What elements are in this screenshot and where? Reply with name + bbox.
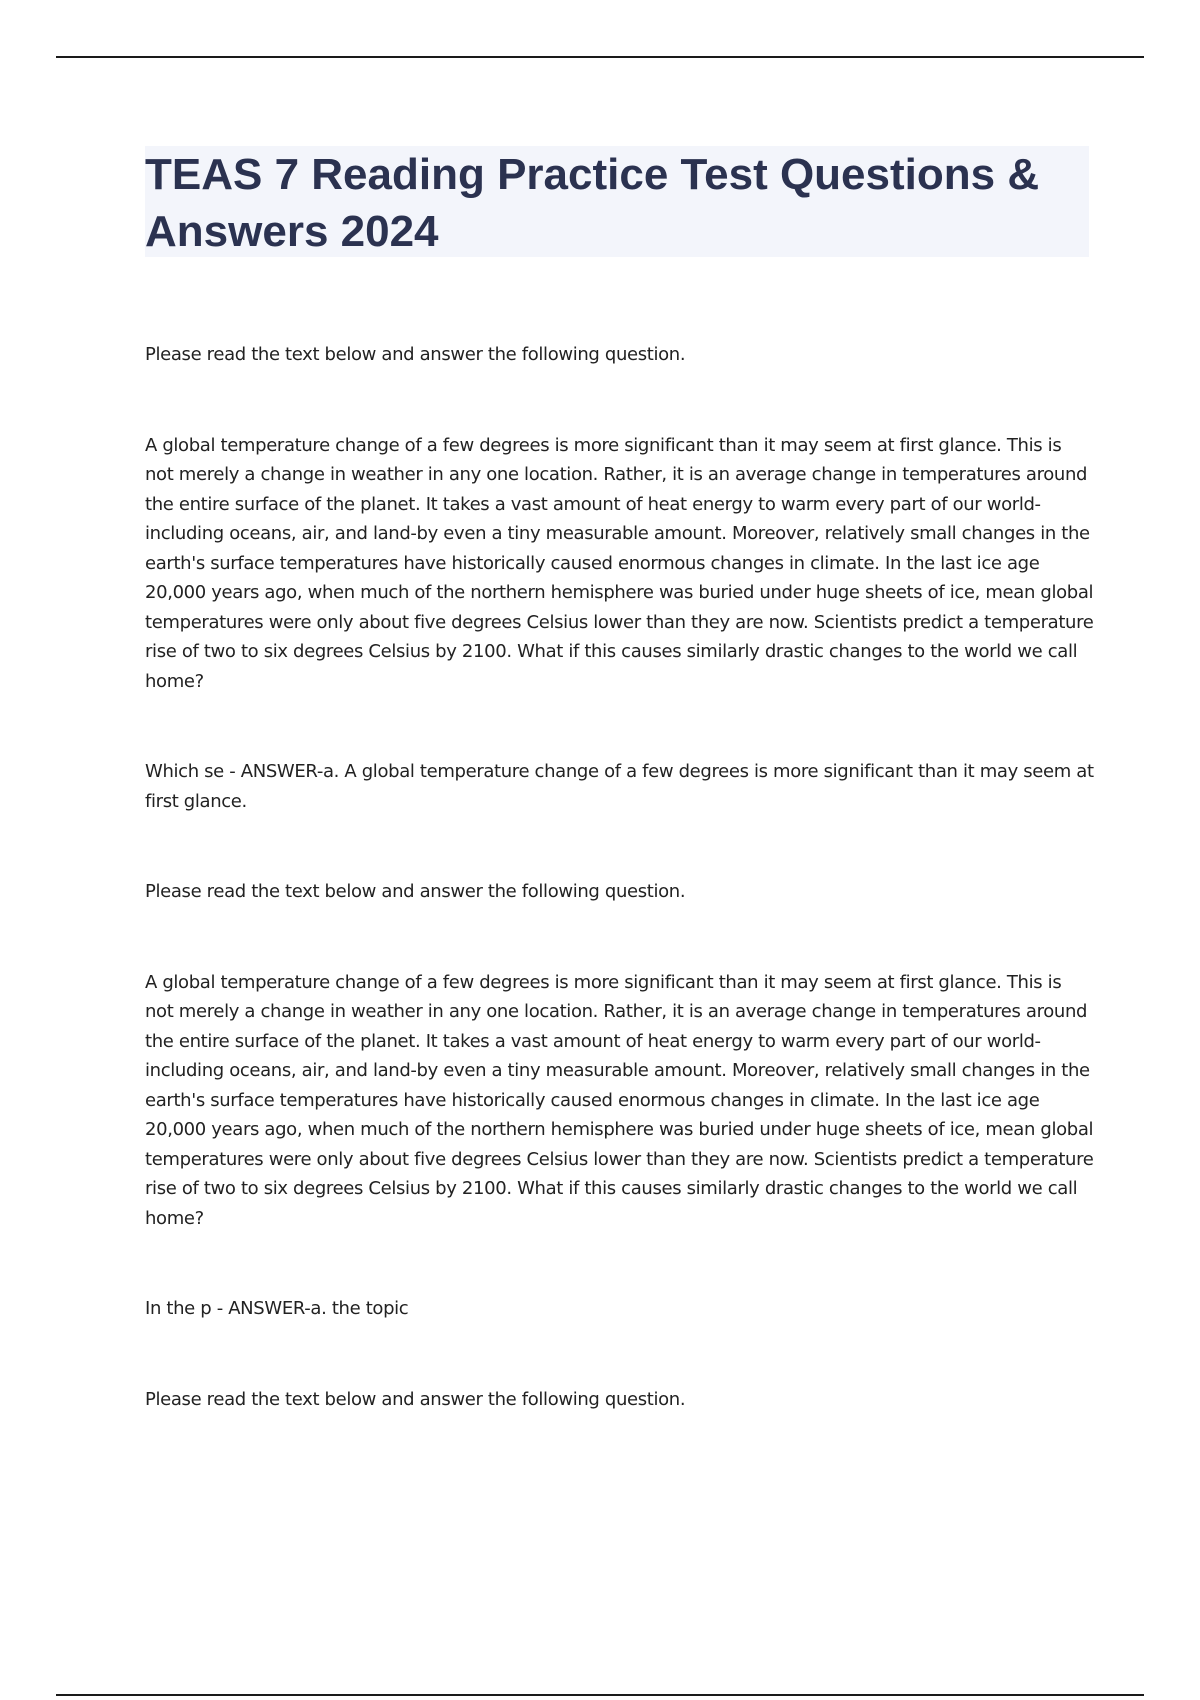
title-banner [145, 146, 1089, 257]
page-title: TEAS 7 Reading Practice Test Questions & Answers 2024 [145, 150, 1040, 256]
question-prompt: Please read the text below and answer the following question. [145, 344, 686, 365]
question-prompt: Please read the text below and answer the following question. [145, 881, 686, 902]
bottom-rule [56, 1694, 1144, 1696]
question-answer: Which se - ANSWER-a. A global temperature change of a few degrees is more significant than it may seem at first glance. [145, 761, 1094, 812]
reading-passage: A global temperature change of a few degrees is more significant than it may seem at first glance. This is not merely a change in weather in any one location. Rather, it is an average change in temperatures around the entire surface of the planet. It takes a vast amount of heat energy to warm every part of our world-including oceans, air, and land-by even a tiny measurable amount. Moreover, relatively small changes in the earth's surface temperatures have historically caused enormous changes in climate. In the last ice age 20,000 years ago, when much of the northern hemisphere was buried under huge sheets of ice, mean global temperatures were only about five degrees Celsius lower than they are now. Scientists predict a temperature rise of two to six degrees Celsius by 2100. What if this causes similarly drastic changes to the world we call home? [145, 434, 1094, 692]
document-body [145, 340, 1095, 1475]
reading-passage: A global temperature change of a few degrees is more significant than it may seem at first glance. This is not merely a change in weather in any one location. Rather, it is an average change in temperatures around the entire surface of the planet. It takes a vast amount of heat energy to warm every part of our world-including oceans, air, and land-by even a tiny measurable amount. Moreover, relatively small changes in the earth's surface temperatures have historically caused enormous changes in climate. In the last ice age 20,000 years ago, when much of the northern hemisphere was buried under huge sheets of ice, mean global temperatures were only about five degrees Celsius lower than they are now. Scientists predict a temperature rise of two to six degrees Celsius by 2100. What if this causes similarly drastic changes to the world we call home? [145, 971, 1094, 1229]
question-answer: In the p - ANSWER-a. the topic [145, 1298, 409, 1319]
question-prompt: Please read the text below and answer the following question. [145, 1388, 686, 1410]
top-rule [56, 56, 1144, 58]
